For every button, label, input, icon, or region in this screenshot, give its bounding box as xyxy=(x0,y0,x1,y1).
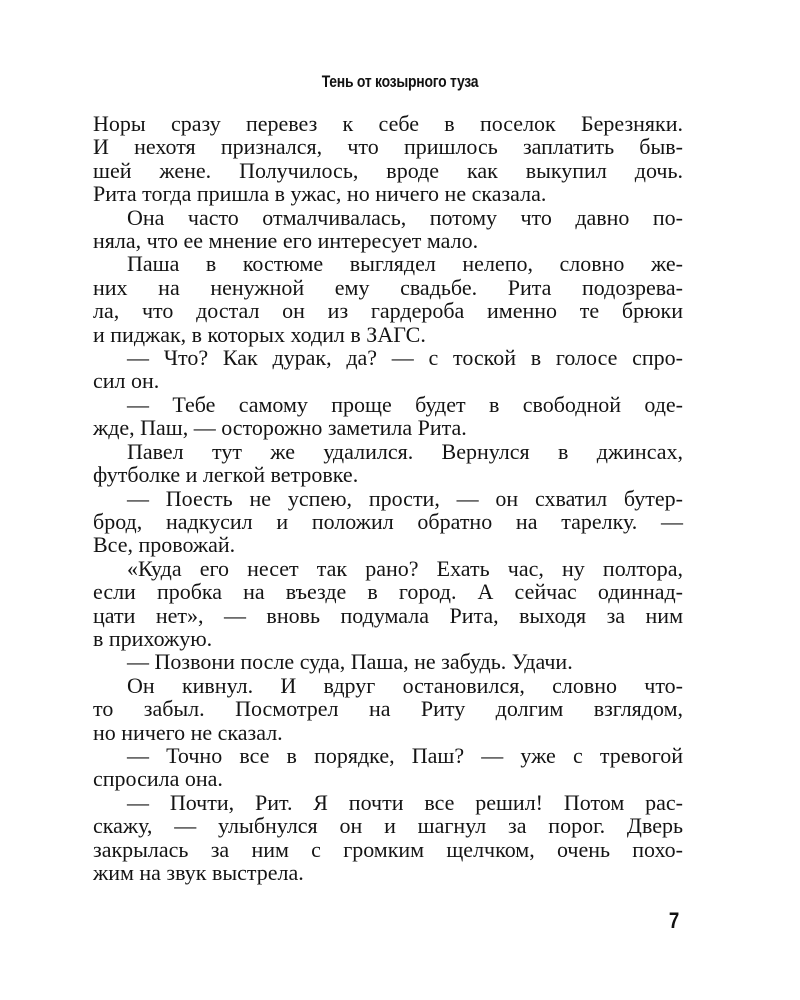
text-line: Норы сразу перевез к себе в поселок Березняки. xyxy=(93,111,683,136)
text-line: ла, что достал он из гардероба именно те брюки xyxy=(93,298,683,324)
text-line: цати нет», — вновь подумала Рита, выходя за ним xyxy=(93,602,683,628)
text-line: футболке и легкой ветровке. xyxy=(93,462,359,488)
text-line: в прихожую. xyxy=(93,625,213,651)
text-line: и пиджак, в которых ходил в ЗАГС. xyxy=(93,321,426,347)
text-line: них на ненужной ему свадьбе. Рита подозрева- xyxy=(93,274,683,300)
text-line: то забыл. Посмотрел на Риту долгим взглядом, xyxy=(93,696,683,722)
text-line: — Почти, Рит. Я почти все решил! Потом рас- xyxy=(127,789,683,815)
text-line: Павел тут же удалился. Вернулся в джинсах, xyxy=(127,438,683,464)
text-line: брод, надкусил и положил обратно на тарелку. — xyxy=(93,508,683,534)
text-line: но ничего не сказал. xyxy=(93,719,283,745)
running-title: Тень от козырного туза xyxy=(321,72,479,91)
text-line: закрылась за ним с громким щелчком, очень похо- xyxy=(93,836,683,862)
text-line: Он кивнул. И вдруг остановился, словно что- xyxy=(127,672,683,698)
text-line: — Точно все в порядке, Паш? — уже с тревогой xyxy=(127,742,683,768)
text-line: няла, что ее мнение его интересует мало. xyxy=(93,228,479,254)
text-line: сил он. xyxy=(93,368,160,394)
text-line: скажу, — улыбнулся он и шагнул за порог. Дверь xyxy=(93,813,683,839)
text-line: Все, провожай. xyxy=(93,532,236,558)
text-line: Она часто отмалчивалась, потому что давно по- xyxy=(127,204,683,230)
text-line: спросила она. xyxy=(93,766,223,792)
page-number: 7 xyxy=(668,908,680,933)
text-line: если пробка на въезде в город. А сейчас одиннад- xyxy=(93,579,683,605)
text-line: — Тебе самому проще будет в свободной оде- xyxy=(127,391,683,417)
text-line: жим на звук выстрела. xyxy=(93,860,304,885)
text-line: — Позвони после суда, Паша, не забудь. Удачи. xyxy=(127,649,573,675)
text-line: — Поесть не успею, прости, — он схватил бутер- xyxy=(127,485,683,511)
text-line: жде, Паш, — осторожно заметила Рита. xyxy=(93,415,467,441)
text-line: Рита тогда пришла в ужас, но ничего не сказала. xyxy=(93,181,547,207)
text-line: Паша в костюме выглядел нелепо, словно же- xyxy=(127,251,683,277)
text-line: И нехотя признался, что пришлось заплатить быв- xyxy=(93,134,683,160)
text-line: — Что? Как дурак, да? — с тоской в голосе спро- xyxy=(127,345,683,371)
text-line: шей жене. Получилось, вроде как выкупил дочь. xyxy=(93,157,683,183)
text-line: «Куда его несет так рано? Ехать час, ну полтора, xyxy=(127,555,683,581)
body-text xyxy=(93,112,683,884)
